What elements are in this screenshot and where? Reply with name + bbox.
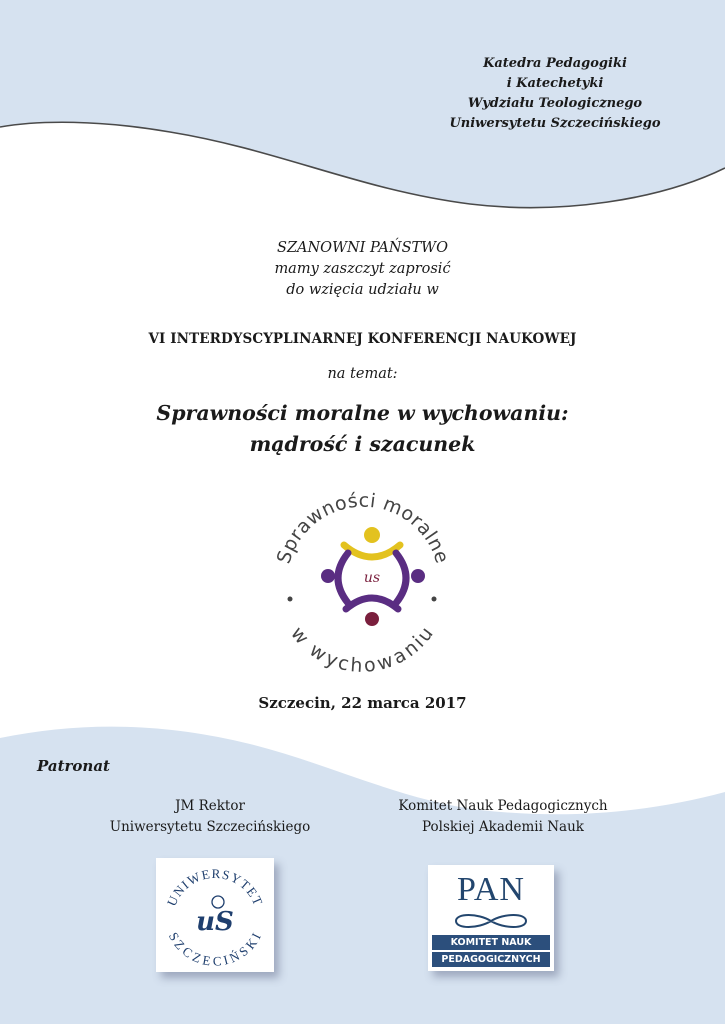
university-logo-mark: uS [196, 907, 234, 937]
conference-logo [262, 483, 462, 683]
university-logo [156, 858, 274, 972]
department-header [380, 54, 725, 134]
conference-title [0, 398, 725, 460]
greeting-line: do wzięcia udziału w [286, 282, 439, 298]
university-logo-card [156, 858, 274, 972]
logo-head-right [411, 569, 425, 583]
department-line: Wydziału Teologicznego [467, 96, 643, 111]
title-line: mądrość i szacunek [249, 432, 476, 456]
pan-logo-card [428, 865, 554, 971]
pan-logo-line2: PEDAGOGICZNYCH [441, 954, 541, 965]
logo-head-left [321, 569, 335, 583]
event-date: Szczecin, 22 marca 2017 [258, 694, 467, 712]
logo-head-top [364, 527, 380, 543]
logo-dot-left [288, 597, 293, 602]
logo-bottom-arc-text: w wychowaniu [286, 622, 438, 677]
infinity-icon [448, 911, 534, 931]
university-logo-top-text: UNIWERSYTET [163, 865, 267, 909]
topic-intro: na temat: [327, 366, 398, 382]
patron-line: Uniwersytetu Szczecińskiego [109, 819, 311, 835]
logo-arm-right [396, 553, 406, 603]
department-line: Katedra Pedagogiki [483, 56, 627, 71]
patronage-heading: Patronat [37, 757, 110, 775]
logo-center-mark: us [363, 570, 381, 586]
university-logo-bottom-text: SZCZECIŃSKI [165, 929, 265, 969]
logo-arm-left [338, 553, 348, 603]
department-line: i Katechetyki [506, 76, 604, 91]
conference-name: VI INTERDYSCYPLINARNEJ KONFERENCJI NAUKOWEJ [148, 331, 577, 347]
greeting-line: mamy zaszczyt zaprosić [274, 261, 451, 277]
logo-dot-right [432, 597, 437, 602]
logo-arm-top [344, 545, 400, 557]
patron-committee [378, 796, 628, 838]
pan-logo-word: PAN [457, 871, 525, 908]
greeting [0, 238, 725, 301]
logo-head-bottom [365, 612, 379, 626]
patron-line: Komitet Nauk Pedagogicznych [398, 798, 608, 814]
greeting-line: SZANOWNI PAŃSTWO [277, 240, 448, 256]
logo-arm-bottom [346, 598, 398, 609]
patron-line: JM Rektor [175, 798, 245, 814]
pan-logo-line1: KOMITET NAUK [450, 937, 532, 948]
department-line: Uniwersytetu Szczecińskiego [449, 116, 661, 131]
patron-rector [85, 796, 335, 838]
logo-top-arc-text: Sprawności moralne [272, 489, 454, 567]
title-line: Sprawności moralne w wychowaniu: [156, 401, 569, 425]
patron-line: Polskiej Akademii Nauk [422, 819, 584, 835]
